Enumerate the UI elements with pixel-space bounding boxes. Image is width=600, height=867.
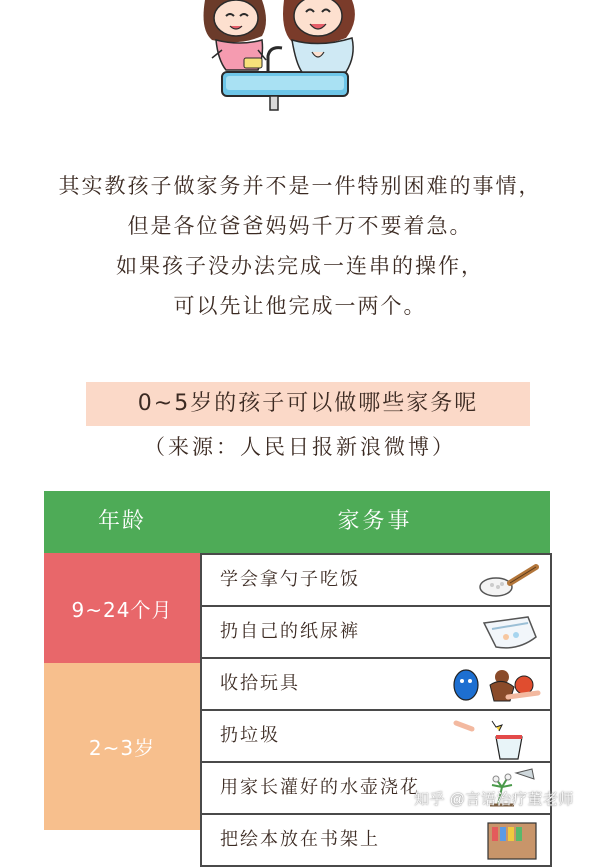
intro-line: 如果孩子没办法完成一连串的操作， [116, 254, 484, 278]
intro-line: 其实教孩子做家务并不是一件特别困难的事情， [58, 174, 542, 198]
intro-paragraph [0, 166, 600, 326]
table-row [200, 657, 552, 711]
diaper-icon [478, 611, 542, 653]
watermark: 知乎 @言语治疗董老师 [414, 791, 574, 808]
age-group-cell: 9~24个月 [44, 553, 200, 663]
age-group-cell: 2~3岁 [44, 663, 200, 830]
bookshelf-icon [482, 819, 542, 861]
chores-table [44, 491, 550, 850]
mother-figure [283, 0, 355, 72]
chore-label: 学会拿勺子吃饭 [220, 569, 360, 590]
table-header [44, 491, 550, 553]
chore-label: 收拾玩具 [220, 673, 300, 694]
intro-line: 可以先让他完成一两个。 [173, 294, 427, 318]
chore-label: 用家长灌好的水壶浇花 [220, 777, 420, 798]
toys-icon [452, 663, 542, 705]
section-source: （来源：人民日报新浪微博） [144, 435, 456, 459]
trash-icon [452, 715, 542, 761]
illustration-kids-washing [0, 0, 600, 120]
spoon-icon [478, 559, 542, 601]
chore-label: 把绘本放在书架上 [220, 829, 380, 850]
header-chores: 家务事 [337, 509, 413, 534]
table-row [200, 709, 552, 763]
table-row [200, 605, 552, 659]
header-age: 年龄 [97, 509, 146, 534]
girl-figure [204, 0, 266, 70]
section-title: 0~5岁的孩子可以做哪些家务呢 [86, 382, 530, 426]
table-row [200, 553, 552, 607]
table-row [200, 813, 552, 867]
chore-label: 扔垃圾 [220, 725, 280, 746]
intro-line: 但是各位爸爸妈妈千万不要着急。 [127, 214, 473, 238]
chore-label: 扔自己的纸尿裤 [220, 621, 360, 642]
